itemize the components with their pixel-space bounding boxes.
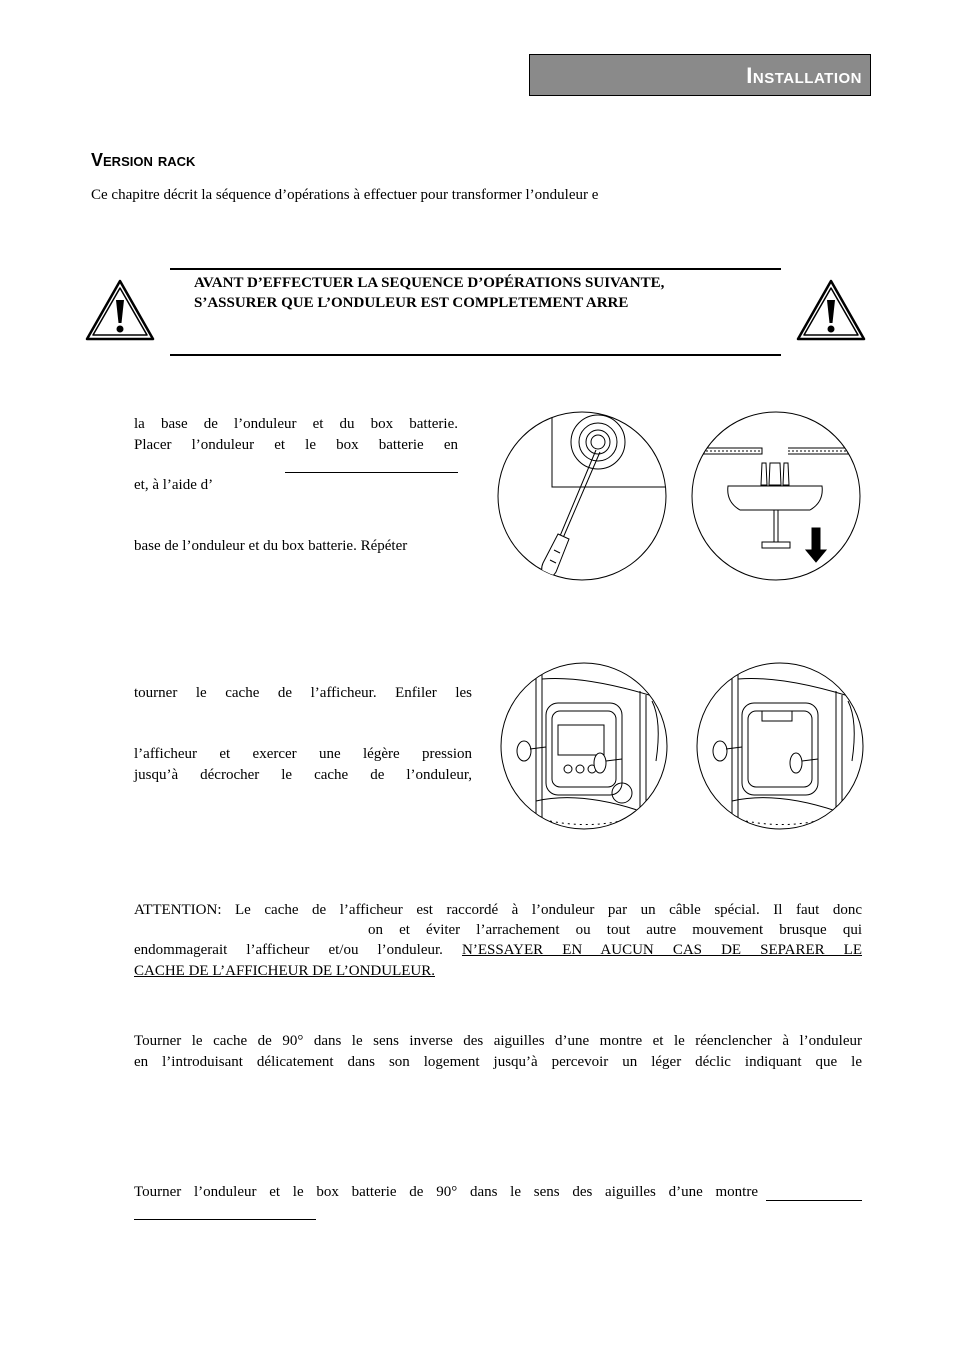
step1-line-4: base de l’onduleur et du box batterie. Répéter [134, 538, 408, 554]
step4-rule-1 [766, 1200, 862, 1201]
header-banner [529, 54, 871, 96]
step2-line-1-wrap [134, 683, 472, 704]
step2-line-2: l’afficheur et exercer une légère pression [134, 746, 472, 762]
step3-line-2: en l’introduisant délicatement dans son logement jusqu’à percevoir un léger déclic indiquant que le [134, 1053, 862, 1070]
warning-line-1: AVANT D’EFFECTUER LA SEQUENCE D’OPÉRATIONS SUIVANTE, [194, 275, 665, 291]
step1-rule [285, 472, 458, 473]
step2-text [134, 744, 472, 785]
step3-line-1: Tourner le cache de 90° dans le sens inverse des aiguilles d’une montre et le réenclencher à l’onduleur [134, 1033, 862, 1049]
foot-removal-illustration [690, 410, 862, 582]
display-cover-illustration [500, 661, 668, 831]
step1-line-3: et, à l’aide d’ [134, 477, 214, 493]
attention-line-3-underlined: N’ESSAYER EN AUCUN CAS DE SEPARER LE [462, 942, 863, 958]
step2-line-3: jusqu’à décrocher le cache de l’onduleur, [134, 766, 472, 783]
attention-paragraph [134, 900, 862, 921]
step3-text [134, 1031, 862, 1072]
attention-line-1: ATTENTION: Le cache de l’afficheur est raccordé à l’onduleur par un câble spécial. Il faut donc [134, 902, 862, 918]
display-cover-removed-illustration [696, 661, 864, 831]
attention-line-3-plain: endommagerait l’afficheur et/ou l’onduleur. [134, 942, 443, 958]
screwdriver-illustration [496, 410, 668, 582]
warning-top-rule [170, 268, 781, 270]
attention-line-4: CACHE DE L’AFFICHEUR DE L’ONDULEUR. [134, 963, 435, 979]
warning-bottom-rule [170, 354, 781, 356]
attention-line-2: on et éviter l’arrachement ou tout autre mouvement brusque qui [368, 922, 862, 938]
step4-line-1: Tourner l’onduleur et le box batterie de 90° dans le sens des aiguilles d’une montre [134, 1184, 758, 1200]
page-header-title: Installation [746, 63, 862, 88]
step1-line-1: la base de l’onduleur et du box batterie. [134, 416, 458, 432]
warning-line-2: S’ASSURER QUE L’ONDULEUR EST COMPLETEMENT ARRE [194, 295, 629, 311]
step4-line-1-wrap [134, 1182, 758, 1203]
step4-rule-2 [134, 1219, 316, 1220]
attention-line-3 [134, 940, 862, 961]
intro-text: Ce chapitre décrit la séquence d’opérations à effectuer pour transformer l’onduleur e [91, 187, 599, 203]
step2-line-1: tourner le cache de l’afficheur. Enfiler les [134, 685, 472, 701]
attention-line-2-wrap [368, 920, 862, 941]
step1-line-2: Placer l’onduleur et le box batterie en [134, 436, 458, 453]
warning-triangle-icon [84, 278, 156, 342]
warning-text [194, 273, 664, 313]
section-title: Version rack [91, 150, 196, 170]
warning-triangle-icon [795, 278, 867, 342]
step1-text [134, 414, 458, 455]
